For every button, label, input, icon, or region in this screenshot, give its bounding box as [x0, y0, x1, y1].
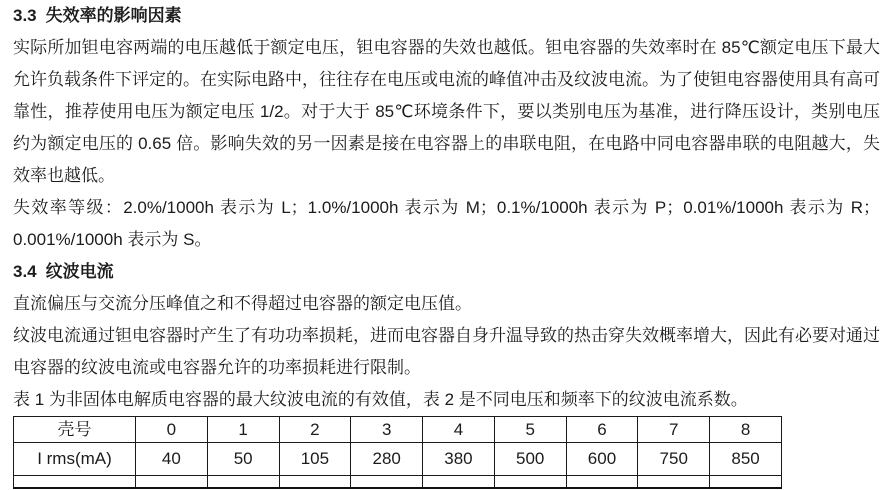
- table-cell-case-size: 4: [423, 417, 495, 443]
- table-cell-empty: [638, 476, 710, 489]
- paragraph-failure-rate-body: 实际所加钽电容两端的电压越低于额定电压，钽电容器的失效也越低。钽电容器的失效率时在 85℃额定电压下最大允许负载条件下评定的。在实际电路中，往往存在电压或电流的峰值冲击及纹波电流。为了使钽电容器使用具有高可靠性，推荐使用电压为额定电压 1/2。对于大于 85℃环境条件下，要以类别电压为基准，进行降压设计，类别电压约为额定电压的 0.65 倍。影响失效的另一因素是接在电容器上的串联电阻，在电路中同电容器串联的电阻越大，失效率也越低。: [13, 38, 880, 185]
- table-header-case-label: 壳号: [14, 417, 136, 443]
- paragraph-table-intro: 表 1 为非固体电解质电容器的最大纹波电流的有效值，表 2 是不同电压和频率下的纹波电流系数。: [13, 390, 748, 409]
- paragraph-dc-bias: 直流偏压与交流分压峰值之和不得超过电容器的额定电压值。: [13, 294, 472, 313]
- table-cell-empty: [566, 476, 638, 489]
- table-row-cutoff: [14, 476, 782, 489]
- table-cell-irms-value: 600: [566, 443, 638, 476]
- table-cell-case-size: 5: [494, 417, 566, 443]
- table-cell-irms-value: 380: [423, 443, 495, 476]
- table-cell-irms-value: 500: [494, 443, 566, 476]
- section-number: 3.3: [13, 6, 37, 25]
- table-cell-empty: [351, 476, 423, 489]
- section-heading-ripple-current: [13, 256, 880, 288]
- table-cell-case-size: 3: [351, 417, 423, 443]
- section-heading-failure-rate: [13, 0, 880, 32]
- table-cell-irms-value: 750: [638, 443, 710, 476]
- section-title: 失效率的影响因素: [45, 6, 182, 25]
- table-cell-empty: [136, 476, 208, 489]
- table-cell-empty: [710, 476, 782, 489]
- table-cell-empty: [207, 476, 279, 489]
- table-cell-empty: [14, 476, 136, 489]
- table-header-irms-label: I rms(mA): [14, 443, 136, 476]
- paragraph-power-loss: 纹波电流通过钽电容器时产生了有功功率损耗，进而电容器自身升温导致的热击穿失效概率增大，因此有必要对通过电容器的纹波电流或电容器允许的功率损耗进行限制。: [13, 326, 880, 377]
- table-cell-irms-value: 850: [710, 443, 782, 476]
- table-cell-case-size: 7: [638, 417, 710, 443]
- table-cell-empty: [279, 476, 351, 489]
- table-cell-case-size: 2: [279, 417, 351, 443]
- table-cell-case-size: 0: [136, 417, 208, 443]
- section-title: 纹波电流: [45, 262, 114, 281]
- table-cell-empty: [494, 476, 566, 489]
- table-cell-irms-value: 40: [136, 443, 208, 476]
- table-cell-case-size: 8: [710, 417, 782, 443]
- table-cell-empty: [423, 476, 495, 489]
- table-row-irms: [14, 443, 782, 476]
- paragraph-failure-rate-grades: 失效率等级：2.0%/1000h 表示为 L；1.0%/1000h 表示为 M；0.1%/1000h 表示为 P；0.01%/1000h 表示为 R；0.001%/1000h 表示为 S。: [13, 198, 880, 249]
- table-cell-irms-value: 105: [279, 443, 351, 476]
- section-number: 3.4: [13, 262, 37, 281]
- table-cell-case-size: 6: [566, 417, 638, 443]
- ripple-current-table: [13, 416, 782, 489]
- table-cell-case-size: 1: [207, 417, 279, 443]
- table-cell-irms-value: 50: [207, 443, 279, 476]
- table-cell-irms-value: 280: [351, 443, 423, 476]
- table-row-case-size: [14, 417, 782, 443]
